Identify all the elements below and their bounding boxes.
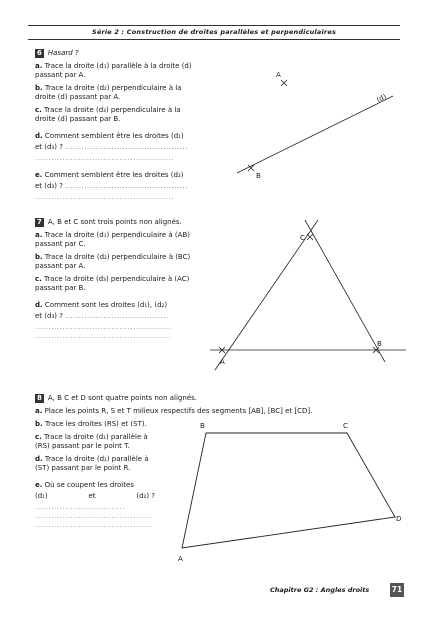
- question-text: Trace la droite (d₂) perpendiculaire à la droite (d) passant par A.: [35, 84, 182, 101]
- exercise-6: 6 Hasard ? a. Trace la droite (d₁) parallèle à la droite (d) passant par A. b. Trace la droite (d₂) perpendiculaire à la droite (d) passant par A. c. Trace la droite (d₃) perpendiculaire à la droite (d) passant par B. d. Comment semblent être les droites (d₁) et (d₃) ? ............................................. ................................................... e. Comment semblent être les droites (d₂) et (d₃) ? ............................................. ...................................................: [35, 49, 192, 201]
- point-D-label: D: [396, 515, 402, 523]
- question-text: Trace les droites (RS) et (ST).: [44, 420, 147, 428]
- point-A-label: A: [276, 71, 281, 79]
- question-text: Trace la droite (d₃) perpendiculaire à la droite (d) passant par B.: [35, 106, 181, 123]
- point-C-label: C: [343, 422, 348, 430]
- question-text: Trace la droite (d₃) perpendiculaire à (AC) passant par B.: [35, 275, 190, 292]
- exercise-8: 8 A, B C et D sont quatre points non alignés. a. Place les points R, S et T milieux respectifs des segments [AB], [BC] et [CD]. b. Trace les droites (RS) et (ST). c. Trace la droite (d₁) parallèle à (RS) passant par le point T. d. Trace la droite (d₂) parallèle à (ST) passant par le point R. e. Où se coupent les droites (d₁) et (d₂) ? ................................. ........................................... ...........................................: [35, 394, 313, 529]
- question-text: Trace la droite (d₂) parallèle à (ST) passant par le point R.: [35, 455, 149, 472]
- point-C-label: C: [300, 234, 305, 242]
- page-number: 71: [390, 583, 404, 597]
- point-A-label: A: [178, 555, 183, 563]
- exercise-number: 7: [37, 218, 42, 226]
- question-text: Trace la droite (d₁) parallèle à la droite (d) passant par A.: [35, 62, 192, 79]
- exercise-7: 7 A, B et C sont trois points non alignés. a. Trace la droite (d₁) perpendiculaire à (AB) passant par C. b. Trace la droite (d₂) perpendiculaire à (BC) passant par A. c. Trace la droite (d₃) perpendiculaire à (AC) passant par B. d. Comment sont les droites (d₁), (d₂) et (d₃) ? ...................................... .................................................. ..................................................: [35, 218, 191, 340]
- exercise-intro: A, B C et D sont quatre points non alignés.: [47, 394, 197, 402]
- point-B-label: B: [256, 172, 261, 180]
- quadrilateral-ABCD: [182, 433, 395, 548]
- point-B-label: B: [377, 340, 382, 348]
- point-B-label: B: [200, 422, 205, 430]
- exercise-number: 6: [37, 49, 42, 57]
- line-d-label: (d): [375, 92, 388, 105]
- point-A-label: A: [220, 358, 225, 366]
- question-text: Trace la droite (d₁) parallèle à (RS) passant par le point T.: [35, 433, 148, 450]
- chapter-footer: Chapitre G2 : Angles droits: [270, 586, 370, 594]
- page-header: Série 2 : Construction de droites parallèles et perpendiculaires: [28, 25, 400, 40]
- exercise-intro: A, B et C sont trois points non alignés.: [47, 218, 182, 226]
- exercise-number: 8: [37, 394, 42, 402]
- exercise-title: Hasard ?: [47, 49, 79, 57]
- question-text: Trace la droite (d₁) perpendiculaire à (AB) passant par C.: [35, 231, 190, 248]
- question-text: Trace la droite (d₂) perpendiculaire à (BC) passant par A.: [35, 253, 191, 270]
- question-text: Place les points R, S et T milieux respectifs des segments [AB], [BC] et [CD].: [44, 407, 313, 415]
